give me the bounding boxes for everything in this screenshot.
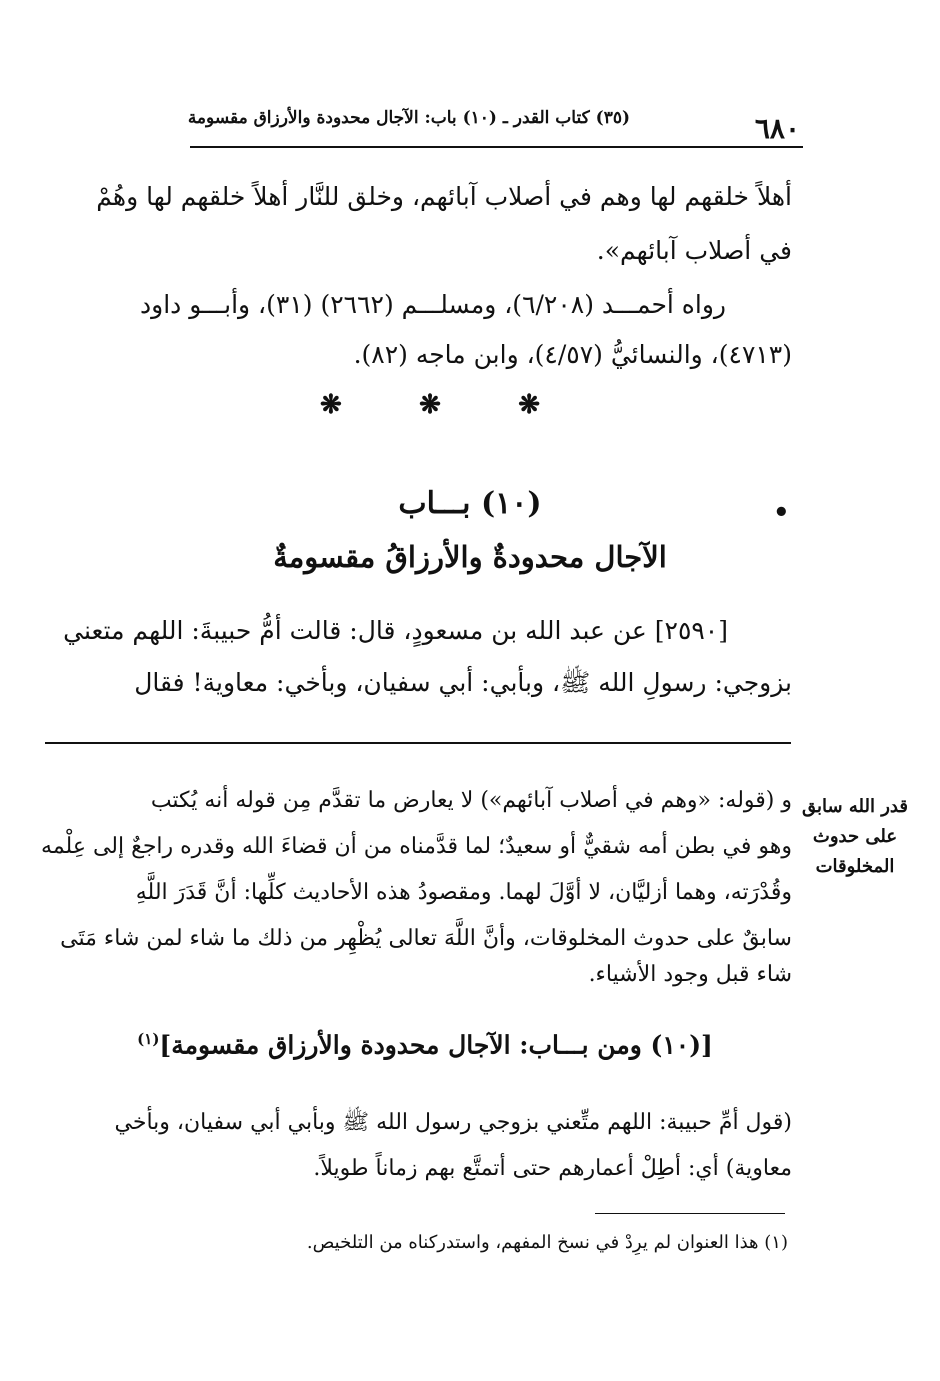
page-number: ٦٨٠ (754, 112, 800, 145)
star-ornament: ❋ (320, 390, 342, 420)
hadith-line: [٢٥٩٠] عن عبد الله بن مسعودٍ، قال: قالت أمُّ حبيبةَ: اللهم متعني (63, 616, 728, 645)
marginal-note-line: على حدوث (812, 826, 898, 847)
star-ornament: ❋ (518, 390, 540, 420)
chapter-heading: (١٠) بـــاب (398, 486, 542, 521)
marginal-note-line: المخلوقات (815, 856, 895, 877)
commentary-line: معاوية) أي: أطِلْ أعمارهم حتى أتمتَّع بهم زماناً طويلاً. (313, 1156, 792, 1181)
text-line: أهلاً خلقهم لها وهم في أصلاب آبائهم، وخلق للنَّار أهلاً خلقهم لها وهُمْ (96, 182, 792, 211)
footnote: (١) هذا العنوان لم يرِدْ في نسخ المفهم، واستدركناه من التلخيص. (306, 1232, 788, 1253)
citation-line: رواه أحمـــد (٦/٢٠٨)، ومسلـــم (٢٦٦٢) (٣١)، وأبـــو داود (140, 290, 726, 319)
running-title: (٣٥) كتاب القدر ـ (١٠) باب: الآجال محدودة والأرزاق مقسومة (187, 108, 630, 128)
footnote-rule (595, 1213, 785, 1214)
subheading-text: [(١٠) ومن بـــاب: الآجال محدودة والأرزاق مقسومة] (159, 1030, 713, 1060)
section-separator (320, 390, 540, 420)
commentary-divider (45, 742, 791, 744)
footnote-reference: (١) (137, 1030, 160, 1048)
marginal-note-line: قدر الله سابق (802, 796, 908, 817)
commentary-line: و (قوله: «وهم في أصلاب آبائهم») لا يعارض ما تقدَّم مِن قوله أنه يُكتب (150, 788, 792, 813)
margin-mark: • (773, 498, 790, 528)
star-ornament: ❋ (419, 390, 441, 420)
commentary-line: وهو في بطن أمه شقيٌّ أو سعيدٌ؛ لما قدَّمناه من أن قضاءَ الله وقدره راجعٌ إلى عِلْمه (41, 834, 792, 859)
commentary-line: سابقٌ على حدوث المخلوقات، وأنَّ اللَّهَ تعالى يُظْهِر من ذلك ما شاء لمن شاء مَتَى (60, 926, 792, 951)
citation-line: (٤٧١٣)، والنسائيُّ (٤/٥٧)، وابن ماجه (٨٢). (353, 340, 792, 369)
commentary-subheading (110, 1030, 740, 1059)
commentary-line: شاء قبل وجود الأشياء. (588, 962, 792, 987)
commentary-line: وقُدْرَته، وهما أزليَّان، لا أوَّلَ لهما. ومقصودُ هذه الأحاديث كلِّها: أنَّ قَدَرَ اللَّهِ (135, 880, 792, 905)
chapter-title: الآجال محدودةٌ والأرزاقُ مقسومةٌ (273, 540, 667, 574)
marginal-note (800, 792, 910, 882)
commentary-line: (قول أمِّ حبيبة: اللهم متِّعني بزوجي رسول الله ﷺ وبأبي أبي سفيان، وبأخي (114, 1110, 792, 1135)
hadith-line: بزوجي: رسولِ الله ﷺ، وبأبي: أبي سفيان، وبأخي: معاوية! فقال (134, 668, 792, 697)
text-line: في أصلاب آبائهم». (596, 236, 792, 265)
header-rule (190, 146, 803, 148)
